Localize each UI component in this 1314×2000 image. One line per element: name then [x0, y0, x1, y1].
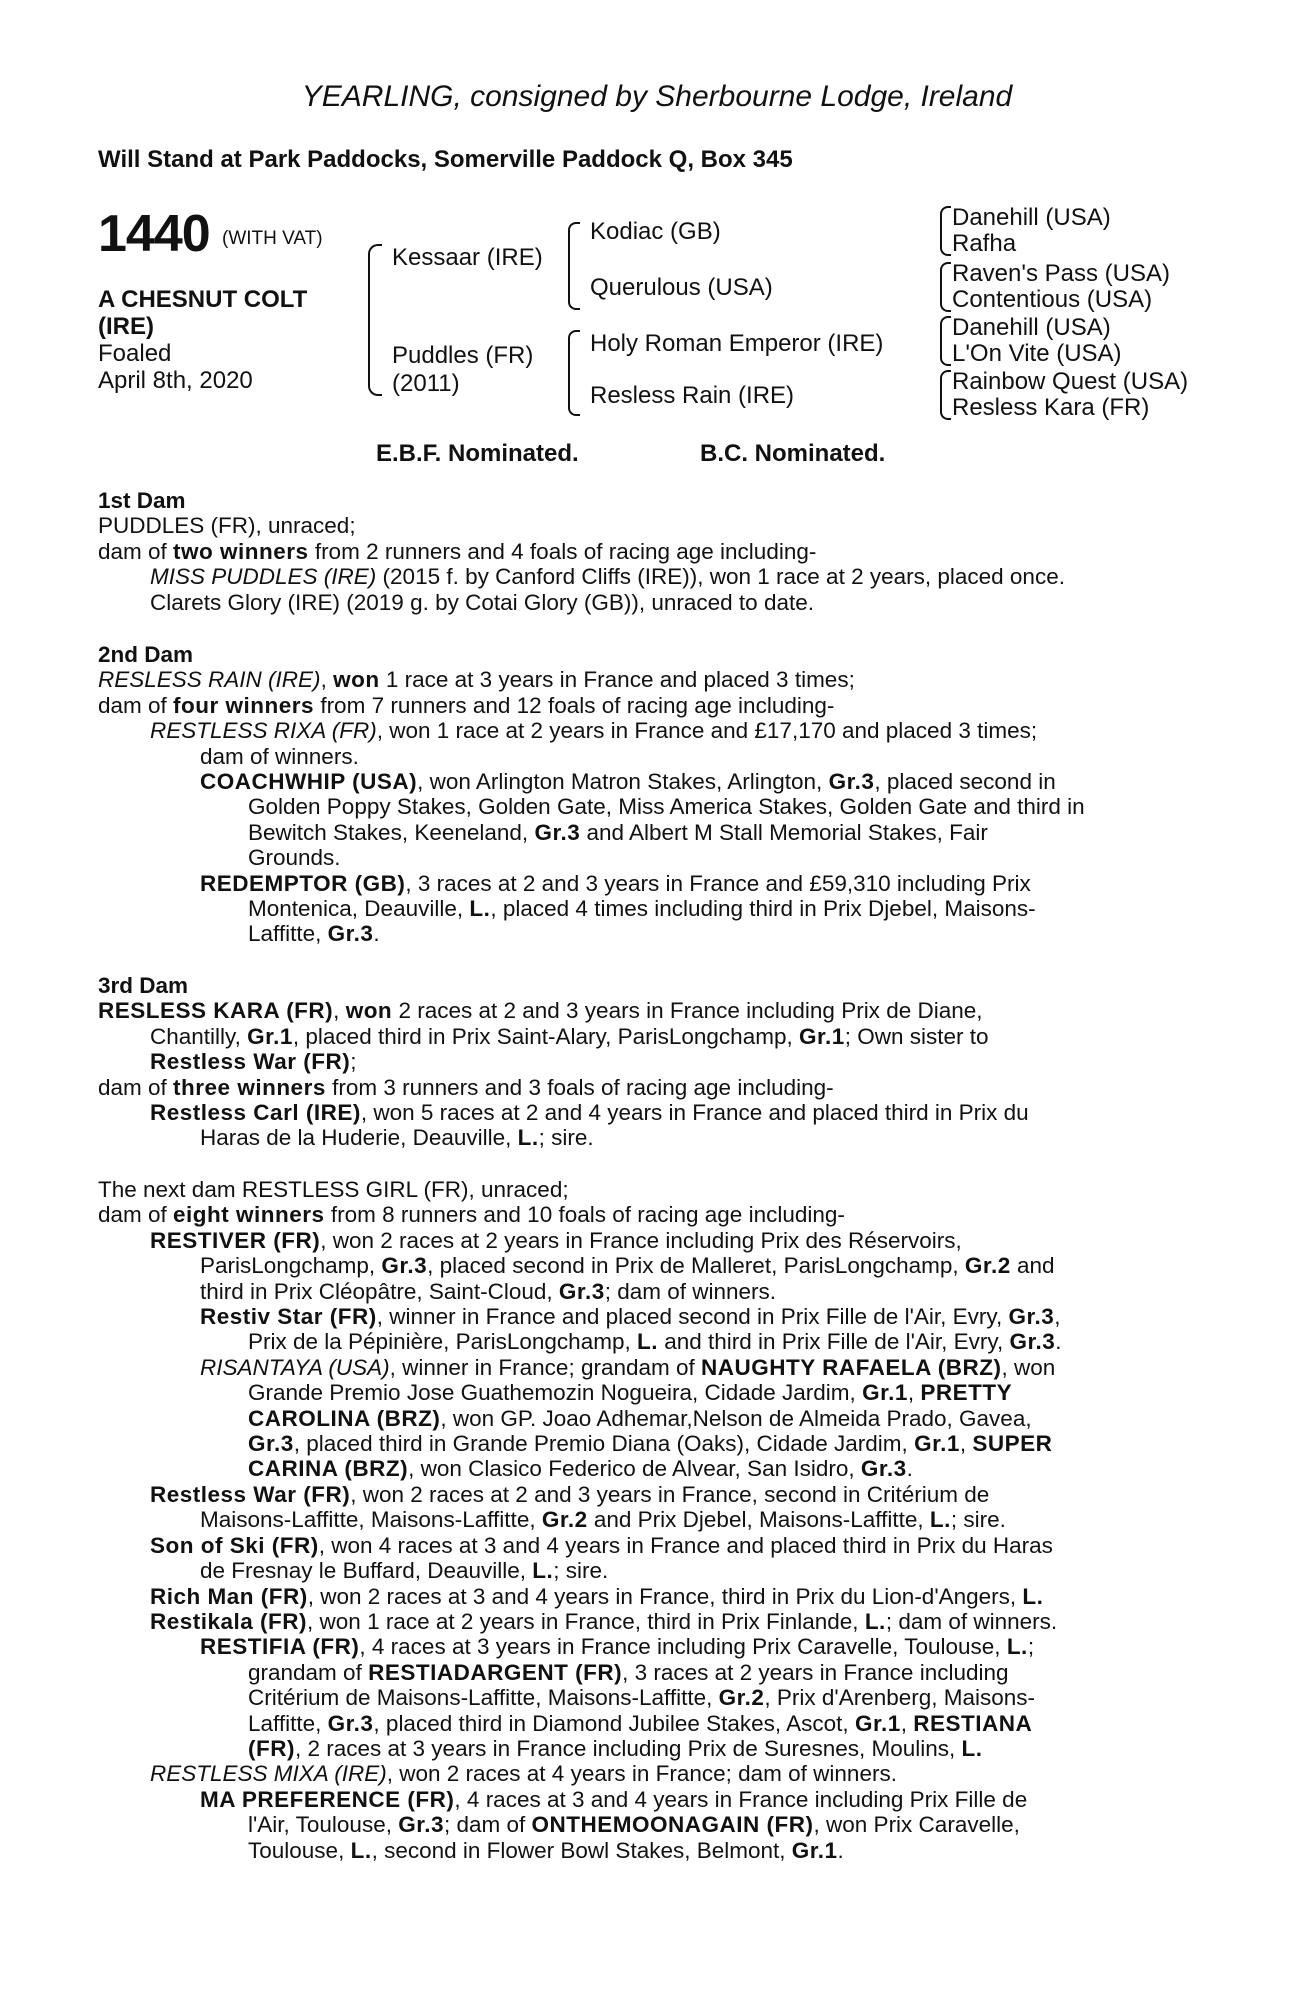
- lot-number: 1440: [98, 205, 210, 263]
- text: , placed third in Grande Premio Diana (Oaks), Cidade Jardim,: [293, 1431, 915, 1457]
- first-dam-line: [98, 539, 1218, 564]
- sd-dam: Contentious (USA): [952, 286, 1153, 313]
- text: , 4 races at 3 and 4 years in France including Prix Fille de: [454, 1786, 1028, 1812]
- text: Son of Ski (FR): [150, 1532, 319, 1558]
- ds-sire: Danehill (USA): [952, 314, 1111, 341]
- text: , won 2 races at 2 and 3 years in France, second in Critérium de: [350, 1481, 990, 1507]
- text: RESTLESS MIXA (IRE): [150, 1761, 387, 1787]
- next-dam-line: [98, 1482, 1218, 1507]
- next-dam-line: [98, 1609, 1218, 1634]
- second-dam-line: [98, 693, 1218, 718]
- next-dam-line: [98, 1787, 1218, 1812]
- text: , placed third in Diamond Jubilee Stakes, Ascot,: [373, 1710, 855, 1736]
- text: Gr.1: [914, 1431, 960, 1457]
- next-dam-line: [98, 1838, 1218, 1863]
- third-dam-line: [98, 1024, 1218, 1049]
- text: Gr.1: [791, 1837, 838, 1863]
- dd-dam: Resless Kara (FR): [952, 394, 1150, 421]
- second-dam-line: [98, 820, 1218, 845]
- second-dam-line: [98, 921, 1218, 946]
- text: Gr.3: [381, 1253, 428, 1279]
- text: L.: [864, 1608, 886, 1634]
- text: Rich Man (FR): [150, 1583, 308, 1609]
- text: Restless War (FR): [150, 1049, 351, 1075]
- text: Gr.2: [718, 1685, 765, 1711]
- text: Critérium de Maisons-Laffitte, Maisons-Laffitte,: [248, 1685, 719, 1711]
- text: won: [345, 998, 393, 1024]
- second-dam-line: [98, 718, 1218, 743]
- bc-nomination: B.C. Nominated.: [700, 440, 886, 467]
- text: L.: [350, 1837, 372, 1863]
- stand-location: Will Stand at Park Paddocks, Somerville Paddock Q, Box 345: [98, 146, 793, 173]
- text: L.: [961, 1735, 983, 1761]
- next-dam-line: [98, 1228, 1218, 1253]
- text: Gr.2: [964, 1253, 1011, 1279]
- text: ; dam of winners.: [885, 1608, 1058, 1634]
- text: Restless War (FR): [150, 1481, 351, 1507]
- next-dam-line: [98, 1685, 1218, 1710]
- text: Gr.1: [862, 1380, 908, 1406]
- text: CARINA (BRZ): [248, 1456, 409, 1482]
- text: , won 1 race at 2 years in France, third in Prix Finlande,: [307, 1608, 865, 1634]
- sire-sire: Kodiac (GB): [590, 218, 721, 245]
- dam-sire: Holy Roman Emperor (IRE): [590, 330, 884, 357]
- pedigree-brace-ss: [940, 206, 951, 256]
- third-dam-heading: 3rd Dam: [98, 973, 189, 998]
- text: , placed 4 times including third in Prix Djebel, Maisons-: [490, 896, 1036, 922]
- text: Gr.3: [534, 819, 581, 845]
- next-dam-line: [98, 1812, 1218, 1837]
- text: L.: [636, 1329, 658, 1355]
- text: and third in Prix Fille de l'Air, Evry,: [657, 1329, 1010, 1355]
- text: (2015 f. by Canford Cliffs (IRE)), won 1 race at 2 years, placed once.: [376, 564, 1065, 590]
- text: MA PREFERENCE (FR): [200, 1786, 455, 1812]
- text: Gr.3: [327, 921, 374, 947]
- text: Laffitte,: [248, 1710, 328, 1736]
- text: RISANTAYA (USA): [200, 1354, 390, 1380]
- text: Gr.3: [398, 1812, 444, 1838]
- third-dam-line: [98, 1049, 1218, 1074]
- text: Gr.3: [828, 769, 875, 795]
- text: Laffitte,: [248, 921, 328, 947]
- text: Gr.3: [1009, 1329, 1056, 1355]
- text: , placed third in Prix Saint-Alary, ParisLongchamp,: [292, 1023, 799, 1049]
- next-dam-line: [98, 1279, 1218, 1304]
- second-dam-line: [98, 896, 1218, 921]
- text: (FR): [248, 1735, 295, 1761]
- pedigree-brace-dd: [940, 370, 951, 420]
- text: dam of: [98, 538, 174, 564]
- text: l'Air, Toulouse,: [248, 1812, 399, 1838]
- text: L.: [1022, 1583, 1044, 1609]
- lot-desc-line1: A CHESNUT COLT: [98, 286, 308, 313]
- foaled-date: April 8th, 2020: [98, 367, 253, 394]
- text: from 3 runners and 3 foals of racing age including-: [325, 1074, 834, 1100]
- next-dam-line: [98, 1253, 1218, 1278]
- first-dam-line: PUDDLES (FR), unraced;: [98, 513, 356, 539]
- text: Gr.1: [798, 1023, 845, 1049]
- text: Gr.3: [558, 1278, 605, 1304]
- text: four winners: [173, 692, 315, 718]
- pedigree-brace-sd: [940, 262, 951, 312]
- text: ONTHEMOONAGAIN (FR): [531, 1812, 814, 1838]
- text: Chantilly,: [150, 1023, 248, 1049]
- next-dam-line: [98, 1634, 1218, 1659]
- ds-dam: L'On Vite (USA): [952, 340, 1122, 367]
- text: eight winners: [173, 1202, 325, 1228]
- text: RESLESS RAIN (IRE): [98, 667, 321, 693]
- text: ,: [333, 998, 346, 1024]
- text: Gr.1: [247, 1023, 293, 1049]
- lot-description: [98, 286, 307, 394]
- text: ; sire.: [950, 1507, 1006, 1533]
- text: ; Own sister to: [844, 1023, 989, 1049]
- text: ;: [1027, 1634, 1035, 1660]
- next-dam-line: [98, 1304, 1218, 1329]
- next-dam-line: [98, 1355, 1218, 1380]
- text: , won GP. Joao Adhemar,Nelson de Almeida Prado, Gavea,: [440, 1405, 1032, 1431]
- next-dam-line: [98, 1558, 1218, 1583]
- first-dam-line: [98, 564, 1218, 589]
- text: Gr.2: [541, 1507, 588, 1533]
- text: RESTIADARGENT (FR): [368, 1659, 623, 1685]
- second-dam-line: dam of winners.: [200, 743, 359, 769]
- text: , won Prix Caravelle,: [813, 1812, 1020, 1838]
- text: , won Arlington Matron Stakes, Arlington,: [417, 769, 829, 795]
- text: REDEMPTOR (GB): [200, 870, 406, 896]
- text: from 2 runners and 4 foals of racing age including-: [308, 538, 817, 564]
- text: , 3 races at 2 years in France including: [622, 1659, 1009, 1685]
- pedigree-brace-sire: [568, 222, 580, 310]
- next-dam-line: [98, 1329, 1218, 1354]
- pedigree-brace-gen1: [368, 244, 382, 396]
- text: ,: [320, 667, 334, 693]
- text: Toulouse,: [248, 1837, 351, 1863]
- next-dam-line: [98, 1202, 1218, 1227]
- text: Prix de la Pépinière, ParisLongchamp,: [248, 1329, 637, 1355]
- next-dam-line: [98, 1533, 1218, 1558]
- text: , won Clasico Federico de Alvear, San Isidro,: [408, 1456, 861, 1482]
- text: ParisLongchamp,: [200, 1253, 382, 1279]
- third-dam-line: [98, 1075, 1218, 1100]
- text: grandam of: [248, 1659, 369, 1685]
- text: 1 race at 3 years in France and placed 3 times;: [379, 667, 855, 693]
- text: ,: [900, 1710, 914, 1736]
- text: , 3 races at 2 and 3 years in France and £59,310 including Prix: [405, 870, 1031, 896]
- text: Bewitch Stakes, Keeneland,: [248, 819, 535, 845]
- first-dam-heading: 1st Dam: [98, 488, 186, 513]
- text: Montenica, Deauville,: [248, 896, 470, 922]
- text: 2 races at 2 and 3 years in France including Prix de Diane,: [392, 998, 983, 1024]
- next-dam-section: [98, 1177, 1218, 1863]
- text: and Albert M Stall Memorial Stakes, Fair: [580, 819, 988, 845]
- text: RESLESS KARA (FR): [98, 998, 334, 1024]
- text: NAUGHTY RAFAELA (BRZ): [701, 1354, 1002, 1380]
- next-dam-line: [98, 1431, 1218, 1456]
- text: RESTLESS RIXA (FR): [150, 718, 377, 744]
- text: .: [373, 921, 380, 947]
- text: three winners: [173, 1074, 326, 1100]
- text: dam of: [98, 1202, 174, 1228]
- text: , won 2 races at 2 years in France including Prix des Réservoirs,: [320, 1227, 962, 1253]
- text: L.: [1006, 1634, 1028, 1660]
- text: COACHWHIP (USA): [200, 769, 418, 795]
- text: Gr.1: [854, 1710, 901, 1736]
- sire-dam: Querulous (USA): [590, 274, 773, 301]
- second-dam-line: [98, 871, 1218, 896]
- text: Gr.3: [248, 1431, 294, 1457]
- dam-name: Puddles (FR): [392, 342, 534, 369]
- text: .: [1055, 1329, 1062, 1355]
- sd-sire: Raven's Pass (USA): [952, 260, 1170, 287]
- text: Maisons-Laffitte, Maisons-Laffitte,: [200, 1507, 542, 1533]
- vat-note: (WITH VAT): [222, 228, 323, 249]
- text: de Fresnay le Buffard, Deauville,: [200, 1558, 533, 1584]
- ebf-nomination: E.B.F. Nominated.: [376, 440, 579, 467]
- text: and Prix Djebel, Maisons-Laffitte,: [587, 1507, 930, 1533]
- next-dam-line: [98, 1507, 1218, 1532]
- next-dam-line: [98, 1711, 1218, 1736]
- text: , placed second in Prix de Malleret, ParisLongchamp,: [427, 1253, 965, 1279]
- text: , winner in France; grandam of: [389, 1354, 702, 1380]
- text: .: [837, 1837, 844, 1863]
- text: PRETTY: [920, 1380, 1013, 1406]
- text: Haras de la Huderie, Deauville,: [200, 1125, 518, 1151]
- text: ; sire.: [538, 1125, 594, 1151]
- next-dam-line: [98, 1456, 1218, 1481]
- second-dam-line: Golden Poppy Stakes, Golden Gate, Miss America Stakes, Golden Gate and third in: [248, 794, 1085, 820]
- second-dam-heading: 2nd Dam: [98, 642, 194, 667]
- text: Grande Premio Jose Guathemozin Nogueira, Cidade Jardim,: [248, 1380, 863, 1406]
- second-dam-line: [98, 769, 1218, 794]
- third-dam-line: [98, 1100, 1218, 1125]
- next-dam-line: [98, 1406, 1218, 1431]
- text: SUPER: [972, 1431, 1053, 1457]
- text: L.: [532, 1558, 554, 1584]
- text: ,: [907, 1380, 921, 1406]
- third-dam-section: [98, 973, 1218, 1151]
- text: and: [1010, 1253, 1055, 1279]
- next-dam-line: [98, 1761, 1218, 1786]
- text: dam of: [98, 1074, 174, 1100]
- text: third in Prix Cléopâtre, Saint-Cloud,: [200, 1278, 559, 1304]
- text: L.: [469, 896, 491, 922]
- next-dam-line: [98, 1736, 1218, 1761]
- pedigree-brace-ds: [940, 316, 951, 366]
- text: ;: [350, 1049, 357, 1075]
- text: from 7 runners and 12 foals of racing age including-: [314, 692, 835, 718]
- text: ; dam of: [444, 1812, 532, 1838]
- ss-dam: Rafha: [952, 230, 1017, 257]
- second-dam-line: [98, 667, 1218, 692]
- sire-name: Kessaar (IRE): [392, 244, 543, 271]
- text: ; sire.: [553, 1558, 609, 1584]
- text: , 4 races at 3 years in France including Prix Caravelle, Toulouse,: [359, 1634, 1007, 1660]
- lot-desc-line2: (IRE): [98, 313, 154, 340]
- text: L.: [517, 1125, 539, 1151]
- sale-header: YEARLING, consigned by Sherbourne Lodge, Ireland: [301, 80, 1013, 113]
- third-dam-line: [98, 998, 1218, 1023]
- text: dam of: [98, 692, 174, 718]
- text: , second in Flower Bowl Stakes, Belmont,: [371, 1837, 792, 1863]
- text: RESTIFIA (FR): [200, 1634, 360, 1660]
- text: Gr.3: [1008, 1304, 1055, 1330]
- text: , won: [1001, 1354, 1056, 1380]
- text: ,: [959, 1431, 973, 1457]
- first-dam-line: Clarets Glory (IRE) (2019 g. by Cotai Glory (GB)), unraced to date.: [150, 589, 814, 615]
- text: from 8 runners and 10 foals of racing age including-: [324, 1202, 845, 1228]
- text: MISS PUDDLES (IRE): [150, 564, 377, 590]
- ss-sire: Danehill (USA): [952, 204, 1111, 231]
- text: , won 4 races at 3 and 4 years in France and placed third in Prix du Haras: [318, 1532, 1053, 1558]
- text: , won 2 races at 3 and 4 years in France, third in Prix du Lion-d'Angers,: [307, 1583, 1023, 1609]
- dd-sire: Rainbow Quest (USA): [952, 368, 1189, 395]
- text: Restless Carl (IRE): [150, 1100, 361, 1126]
- text: , won 2 races at 4 years in France; dam of winners.: [386, 1761, 897, 1787]
- first-dam-section: [98, 488, 1218, 615]
- next-dam-line: [98, 1380, 1218, 1405]
- dam-year: (2011): [392, 370, 460, 397]
- second-dam-line: Grounds.: [248, 845, 341, 871]
- foaled-label: Foaled: [98, 340, 172, 367]
- next-dam-line: [98, 1584, 1218, 1609]
- text: , placed second in: [874, 769, 1056, 795]
- text: L.: [929, 1507, 951, 1533]
- text: ,: [1054, 1304, 1061, 1330]
- text: RESTIVER (FR): [150, 1227, 321, 1253]
- text: two winners: [173, 538, 309, 564]
- text: , won 5 races at 2 and 4 years in France and placed third in Prix du: [360, 1100, 1029, 1126]
- third-dam-line: [98, 1125, 1218, 1150]
- text: won: [333, 667, 380, 693]
- text: Gr.3: [860, 1456, 907, 1482]
- text: RESTIANA: [913, 1710, 1033, 1736]
- text: ; dam of winners.: [604, 1278, 777, 1304]
- text: , Prix d'Arenberg, Maisons-: [764, 1685, 1036, 1711]
- next-dam-line: The next dam RESTLESS GIRL (FR), unraced;: [98, 1177, 569, 1202]
- text: , winner in France and placed second in Prix Fille de l'Air, Evry,: [376, 1304, 1009, 1330]
- dam-dam: Resless Rain (IRE): [590, 382, 795, 409]
- text: CAROLINA (BRZ): [248, 1405, 441, 1431]
- text: .: [906, 1456, 913, 1482]
- text: Restiv Star (FR): [200, 1304, 377, 1330]
- text: Restikala (FR): [150, 1608, 308, 1634]
- text: , 2 races at 3 years in France including Prix de Suresnes, Moulins,: [294, 1735, 962, 1761]
- text: , won 1 race at 2 years in France and £17,170 and placed 3 times;: [376, 718, 1038, 744]
- second-dam-section: [98, 642, 1218, 947]
- next-dam-line: [98, 1660, 1218, 1685]
- pedigree-brace-dam: [568, 330, 580, 416]
- text: Gr.3: [327, 1710, 374, 1736]
